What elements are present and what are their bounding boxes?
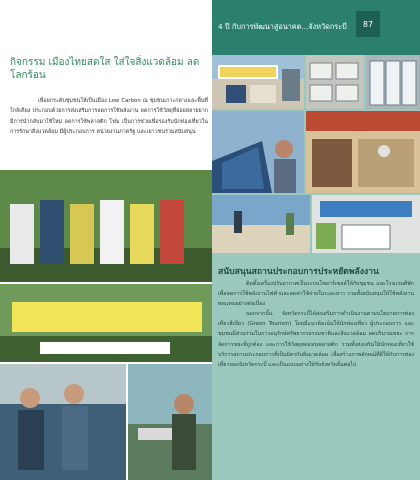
photo-officials-by-water <box>0 364 126 480</box>
page-header-title: 4 ปี กับการพัฒนาสู่อนาคต...จังหวัดกระบี่ <box>218 22 347 31</box>
solar-panel-man-image <box>212 111 304 193</box>
volunteers-banner-image <box>0 284 212 362</box>
page-number: 87 <box>356 11 380 37</box>
photo-group-with-signs <box>0 170 212 282</box>
photo-market-stall <box>306 111 420 193</box>
section-paragraph-text: ติดตั้งเครื่องปรับอากาศเป็นระบบโซลาร์เซลล์ให้กับชุมชน และโรงแรมที่พักเพื่อลดการใช้พลังงานไฟฟ้าและลดค่าใช้จ่ายในระยะยาว รวมทั้งสนับสนุนให้ใช้พลังงานทดแทนอย่างต่อเนื่อง <box>218 281 414 308</box>
photo-solar-shop <box>212 55 304 109</box>
photo-solar-panel-man <box>212 111 304 193</box>
group-with-signs-image <box>0 170 212 282</box>
officials-by-water-image <box>0 364 126 480</box>
intro-body <box>10 96 208 138</box>
air-conditioners-image <box>306 55 364 109</box>
section-paragraph <box>218 309 414 370</box>
photo-inverter-cabinets <box>366 55 420 109</box>
photo-air-conditioners <box>306 55 364 109</box>
boat-scene-image <box>128 364 212 480</box>
section-paragraph <box>218 279 414 309</box>
booth-display-image <box>312 195 420 253</box>
intro-title: กิจกรรม เมืองไทยสดใส ใส่ใจสิ่งแวดล้อม ลดโลกร้อน <box>10 57 200 81</box>
inverter-cabinets-image <box>366 55 420 109</box>
solar-shop-image <box>212 55 304 109</box>
section-body <box>218 279 414 370</box>
photo-booth-display <box>312 195 420 253</box>
market-stall-image <box>306 111 420 193</box>
photo-volunteers-banner <box>0 284 212 362</box>
photo-boat-scene <box>128 364 212 480</box>
section-title: สนับสนุนสถานประกอบการประหยัดพลังงาน <box>218 267 379 277</box>
beach-cleanup-image <box>212 195 310 253</box>
intro-body-text: เพื่อยกระดับชุมชนให้เป็นเมือง Low Carbon ณ ชุมชนเกาะกลางและพื้นที่ใกล้เคียง ประกอบด้วยการส่งเสริมการลดการใช้พลังงาน ลดการใช้วัสดุที่ย่อยสลายยาก มีการนำกลับมาใช้ใหม่ ลดการใช้พลาสติก โฟม เป็นการช่วยเพื่อรองรับนักท่องเที่ยวในการรักษาสิ่งแวดล้อม มีผู้ประกอบการ หน่วยงานภาครัฐ และเยาวชนร่วมสนับสนุน <box>10 98 208 136</box>
photo-beach-cleanup <box>212 195 310 253</box>
photo-top-strip <box>0 0 212 55</box>
section-paragraph-text: นอกจากนั้น จังหวัดกระบี่ได้ส่งเสริมการดำเนินงานตามนโยบายการท่องเที่ยวสีเขียว (Green Tourism) โดยมีแนวคิดเน้นให้นักท่องเที่ยว ผู้ประกอบการ และชุมชนมีส่วนร่วมในการอนุรักษ์ทรัพยากรธรรมชาติและสิ่งแวดล้อม ลดปริมาณขยะ การจัดการขยะที่ถูกต้อง และการใช้วัสดุทดแทนพลาสติก รวมทั้งส่งเสริมให้นักท่องเที่ยวใช้บริการสถานประกอบการที่เป็นมิตรกับสิ่งแวดล้อม เพื่อสร้างภาพลักษณ์ที่ดีให้กับการท่องเที่ยวของจังหวัดกระบี่ และเป็นแบบอย่างให้กับจังหวัดอื่นต่อไป <box>218 311 414 368</box>
